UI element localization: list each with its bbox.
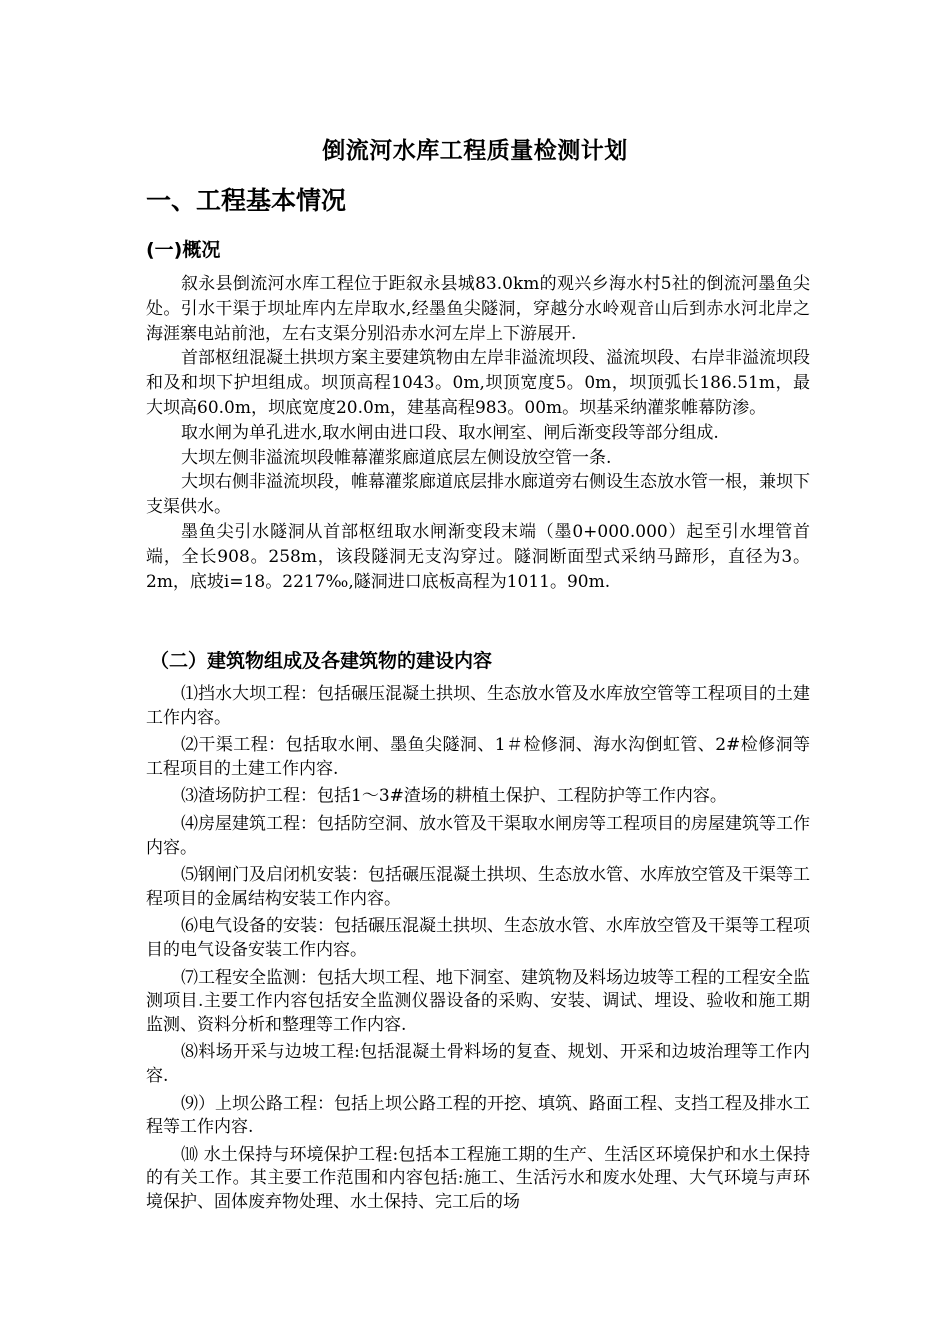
paragraph: 大坝右侧非溢流坝段，帷幕灌浆廊道底层排水廊道旁右侧设生态放水管一根，兼坝下支渠供水。 [146, 472, 810, 518]
list-item: ⑽ 水土保持与环境保护工程:包括本工程施工期的生产、生活区环境保护和水土保持的有关工作。其主要工作范围和内容包括:施工、生活污水和废水处理、大气环境与声环境保护、固体废弃物处理、水土保持、完工后的场 [146, 1144, 810, 1212]
list-item: ⑵干渠工程：包括取水闸、墨鱼尖隧洞、1＃检修洞、海水沟倒虹管、2#检修洞等工程项目的土建工作内容. [146, 735, 810, 779]
paragraph: 取水闸为单孔进水,取水闸由进口段、取水闸室、闸后渐变段等部分组成. [181, 422, 719, 443]
subsection-heading-overview: (一)概况 [146, 239, 221, 261]
paragraph: 墨鱼尖引水隧洞从首部枢纽取水闸渐变段末端（墨0+000.000）起至引水埋管首端，全长908。258m，该段隧洞无支沟穿过。隧洞断面型式采纳马蹄形，直径为3。2m，底坡i=18。2217‰,隧洞进口底板高程为1011。90m. [146, 521, 810, 592]
list-item: ⑹电气设备的安装：包括碾压混凝土拱坝、生态放水管、水库放空管及干渠等工程项目的电气设备安装工作内容。 [146, 916, 810, 960]
list-item: ⑻料场开采与边坡工程:包括混凝土骨料场的复查、规划、开采和边坡治理等工作内容. [146, 1042, 810, 1086]
list-item: ⑼）上坝公路工程：包括上坝公路工程的开挖、填筑、路面工程、支挡工程及排水工程等工作内容. [146, 1093, 810, 1138]
paragraph: 叙永县倒流河水库工程位于距叙永县城83.0km的观兴乡海水村5社的倒流河墨鱼尖处。引水干渠于坝址库内左岸取水,经墨鱼尖隧洞，穿越分水岭观音山后到赤水河北岸之海涯寨电站前池，左右支渠分别沿赤水河左岸上下游展开. [146, 274, 810, 344]
subsection-heading-buildings: （二）建筑物组成及各建筑物的建设内容 [150, 650, 493, 672]
list-item: ⑺工程安全监测：包括大坝工程、地下洞室、建筑物及料场边坡等工程的工程安全监测项目.主要工作内容包括安全监测仪器设备的采购、安装、调试、埋设、验收和施工期监测、资料分析和整理等工作内容. [146, 967, 810, 1035]
list-item: ⑸钢闸门及启闭机安装：包括碾压混凝土拱坝、生态放水管、水库放空管及干渠等工程项目的金属结构安装工作内容。 [146, 865, 810, 909]
buildings-paragraphs [146, 683, 810, 1218]
overview-paragraphs [146, 272, 810, 594]
list-item: ⑷房屋建筑工程：包括防空洞、放水管及干渠取水闸房等工程项目的房屋建筑等工作内容。 [146, 813, 810, 858]
paragraph: 首部枢纽混凝土拱坝方案主要建筑物由左岸非溢流坝段、溢流坝段、右岸非溢流坝段和及和坝下护坦组成。坝顶高程1043。0m,坝顶宽度5。0m，坝顶弧长186.51m，最大坝高60.0m，坝底宽度20.0m，建基高程983。00m。坝基采纳灌浆帷幕防渗。 [146, 348, 810, 418]
list-item: ⑴挡水大坝工程：包括碾压混凝土拱坝、生态放水管及水库放空管等工程项目的土建工作内容。 [146, 684, 810, 728]
section-heading-basic-info: 一、工程基本情况 [146, 186, 347, 215]
list-item: ⑶渣场防护工程：包括1～3#渣场的耕植土保护、工程防护等工作内容。 [181, 786, 727, 807]
document-title: 倒流河水库工程质量检测计划 [322, 138, 628, 164]
paragraph: 大坝左侧非溢流坝段帷幕灌浆廊道底层左侧设放空管一条. [181, 447, 612, 468]
